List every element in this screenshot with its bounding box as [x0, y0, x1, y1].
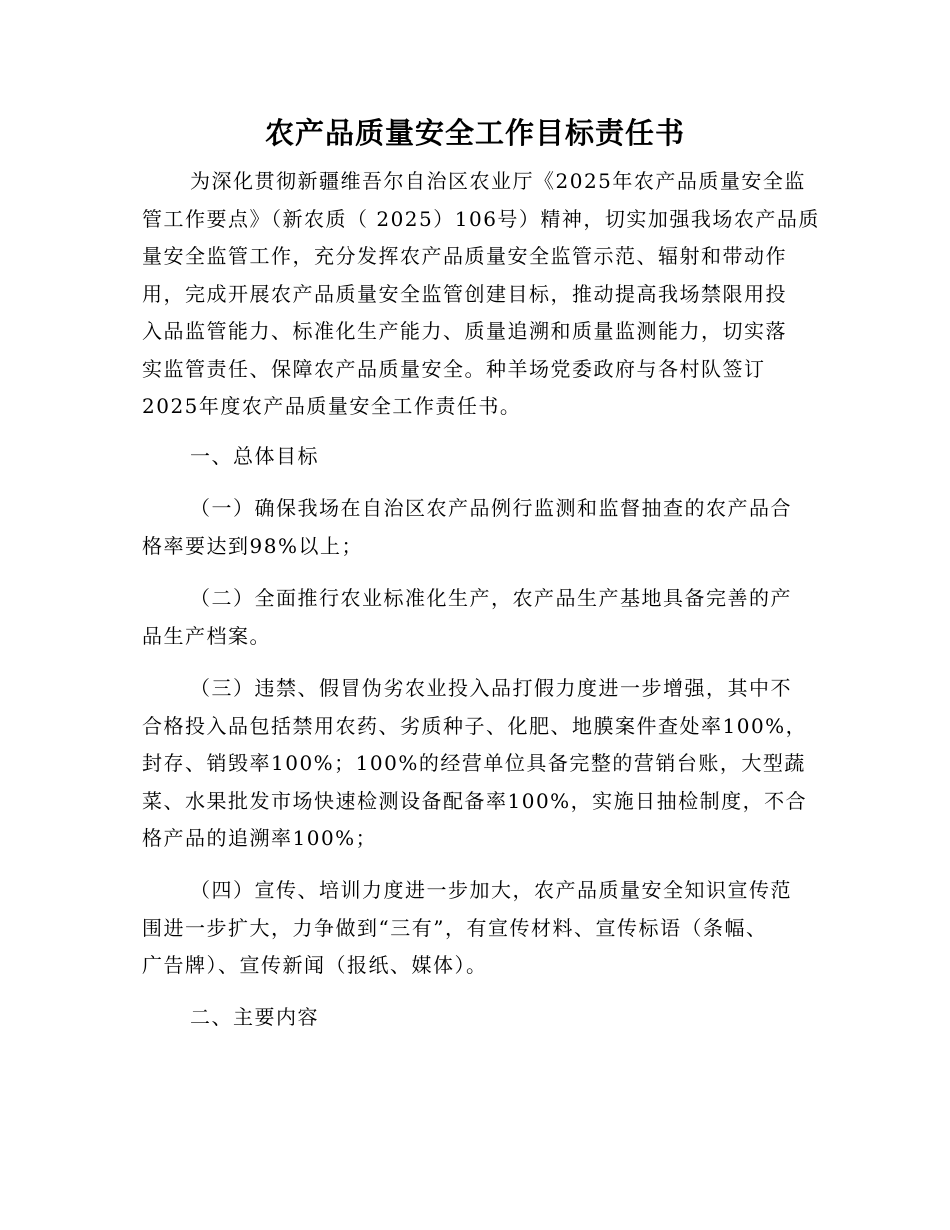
intro-line: 量安全监管工作，充分发挥农产品质量安全监管示范、辐射和带动作 [142, 244, 787, 268]
goal-line: 围进一步扩大，力争做到“三有”，有宣传材料、宣传标语（条幅、 [142, 915, 768, 940]
intro-line: 实监管责任、保障农产品质量安全。种羊场党委政府与各村队签订 [142, 356, 766, 381]
intro-line: 2025年度农产品质量安全工作责任书。 [142, 394, 522, 418]
goal-line: 菜、水果批发市场快速检测设备配备率100%，实施日抽检制度，不合 [142, 788, 808, 813]
goal-line: 广告牌）、宣传新闻（报纸、媒体）。 [142, 953, 488, 977]
goal-line: 格率要达到98%以上； [142, 533, 363, 558]
intro-line: 入品监管能力、标准化生产能力、质量追溯和质量监测能力，切实落 [142, 319, 787, 343]
intro-line: 用，完成开展农产品质量安全监管创建目标，推动提高我场禁限用投 [142, 281, 787, 306]
intro-line: 管工作要点》（新农质（ 2025）106号）精神，切实加强我场农产品质 [142, 206, 820, 231]
goal-line: 合格投入品包括禁用农药、劣质种子、化肥、地膜案件查处率100%， [142, 713, 808, 738]
document-title: 农产品质量安全工作目标责任书 [264, 116, 685, 150]
goal-item-2 [142, 580, 812, 655]
goal-item-1 [142, 490, 812, 565]
goal-line: 格产品的追溯率100%； [142, 826, 378, 850]
goal-item-3 [142, 670, 812, 858]
goal-line: （三）违禁、假冒伪劣农业投入品打假力度进一步增强，其中不 [190, 676, 792, 700]
goal-line: 封存、销毁率100%；100%的经营单位具备完整的营销台账，大型蔬 [142, 751, 806, 775]
goal-item-4 [142, 872, 812, 985]
goal-line: （四）宣传、培训力度进一步加大，农产品质量安全知识宣传范 [190, 878, 792, 902]
intro-line: 为深化贯彻新疆维吾尔自治区农业厅《2025年农产品质量安全监 [190, 169, 806, 193]
goal-line: 品生产档案。 [142, 623, 271, 648]
goal-line: （二）全面推行农业标准化生产，农产品生产基地具备完善的产 [190, 586, 792, 610]
intro-paragraph [142, 163, 820, 426]
goal-line: （一）确保我场在自治区农产品例行监测和监督抽查的农产品合 [190, 496, 792, 520]
section-heading-main-content: 二、主要内容 [190, 1005, 319, 1029]
section-heading-general-goals: 一、总体目标 [190, 444, 319, 468]
